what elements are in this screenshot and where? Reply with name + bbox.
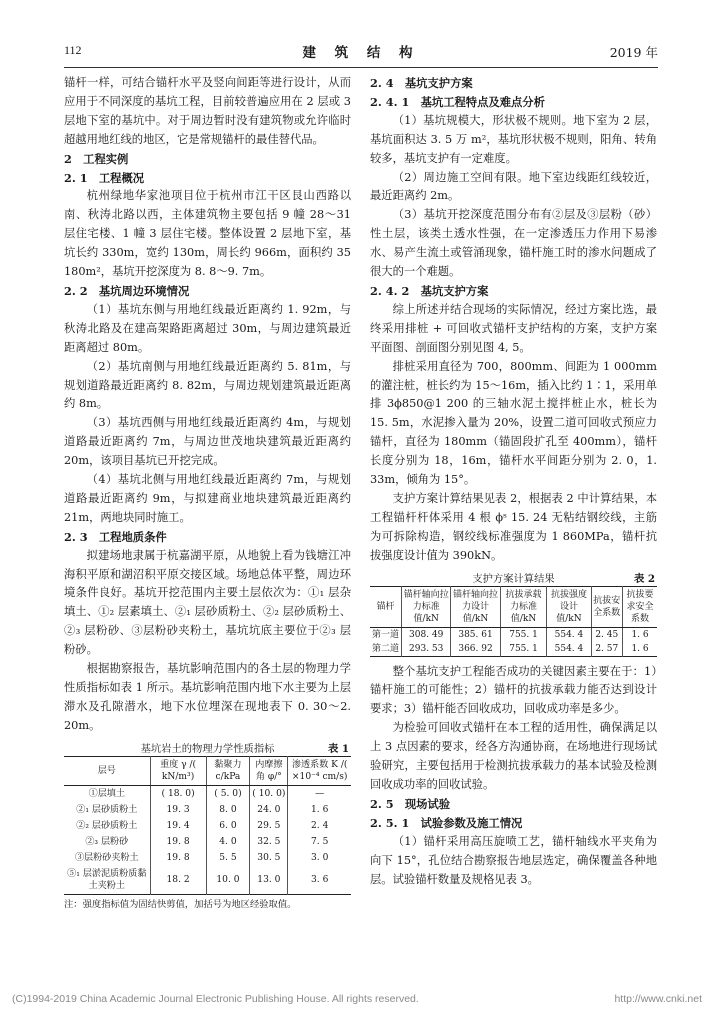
table1-caption [64, 740, 351, 756]
section-heading: 2. 3 工程地质条件 [64, 529, 167, 544]
paragraph: 根据勘察报告，基坑影响范围内的各土层的物理力学性质指标如表 1 所示。基坑影响范围内地下水主要为上层滞水及孔隙潜水，地下水位埋深在现地表下 0. 30～2. 20m。 [64, 662, 351, 732]
table-cell: 29. 5 [250, 818, 288, 834]
table-cell: ( 5. 0) [206, 785, 250, 802]
table1-title: 基坑岩土的物理力学性质指标 [140, 742, 275, 755]
paragraph: 整个基坑支护工程能否成功的关键因素主要在于：1）锚杆施工的可能性；2）锚杆的抗拔承载力能否达到设计要求；3）锚杆能否回收成功，回收成功率是多少。 [370, 664, 657, 716]
table-cell: 24. 0 [250, 802, 288, 818]
table-row [370, 627, 657, 642]
table-header: 锚杆轴向拉力标准值/kN [402, 586, 451, 627]
table-cell: 1. 6 [288, 802, 351, 818]
table-row [64, 802, 351, 818]
table-row [64, 818, 351, 834]
table-row [64, 834, 351, 850]
table1-note: 注：强度指标值为固结快剪值，加括号为地区经验取值。 [64, 898, 297, 910]
table-cell: 3. 6 [288, 866, 351, 895]
paragraph: （1）锚杆采用高压旋喷工艺，锚杆轴线水平夹角为向下 15°，孔位结合勘察报告地层选定，确保覆盖各种地层。试验锚杆数量及规格见表 3。 [370, 834, 657, 886]
intro-paragraph: 锚杆一样，可结合锚杆水平及竖向间距等进行设计，从而应用于不同深度的基坑工程，目前较普遍应用在 2 层或 3 层地下室的基坑中。对于周边暂时没有建筑物或允许临时超越用地红线的地区，它是常规锚杆的最佳替代品。 [64, 76, 351, 146]
table-cell: 7. 5 [288, 834, 351, 850]
table-cell: — [288, 785, 351, 802]
paragraph: （1）基坑规模大，形状极不规则。地下室为 2 层，基坑面积达 3. 5 万 m²，基坑形状极不规则，阳角、转角较多，基坑支护有一定难度。 [370, 113, 657, 165]
paragraph: （2）基坑南侧与用地红线最近距离约 5. 81m，与规划道路最近距离约 8. 82m，与周边规划建筑最近距离约 8m。 [64, 359, 351, 411]
table-header: 抗拔安全系数 [591, 586, 623, 627]
paragraph: 支护方案计算结果见表 2，根据表 2 中计算结果，本工程锚杆杆体采用 4 根 ϕˢ 15. 24 无粘结钢绞线，主筋为可拆除构造，钢绞线标准强度为 1 860MPa，锚杆抗拔强度设计值为 390kN。 [370, 491, 657, 562]
table-header: 黏聚力 c/kPa [206, 756, 250, 785]
table-header: 抗拔要求安全系数 [623, 586, 657, 627]
paragraph: （4）基坑北侧与用地红线最近距离约 7m，与规划道路最近距离约 9m，与拟建商业地块建筑最近距离约 21m，两地块同时施工。 [64, 473, 351, 524]
table-cell: 385. 61 [451, 627, 500, 642]
journal-title: 建 筑 结 构 [302, 45, 420, 61]
table-row [64, 866, 351, 895]
table-header: 层号 [64, 756, 150, 785]
table-cell: 30. 5 [250, 850, 288, 866]
table-cell: 2. 45 [591, 627, 623, 642]
table-header: 抗拔强度设计值/kN [547, 586, 591, 627]
section-heading: 2 工程实例 [64, 151, 129, 166]
table-cell: 366. 92 [451, 642, 500, 657]
copyright-footer [12, 993, 712, 1005]
section-heading: 2. 5 现场试验 [370, 796, 451, 811]
table-cell: 293. 53 [402, 642, 451, 657]
paragraph: （1）基坑东侧与用地红线最近距离约 1. 92m，与秋涛北路及在建高架路距离超过 30m，与周边建筑最近距离超过 80m。 [64, 302, 351, 354]
table2-title: 支护方案计算结果 [472, 572, 555, 585]
issue-year: 2019 年 [609, 45, 658, 60]
support-results-table [370, 586, 657, 657]
table-cell: ( 18. 0) [150, 785, 206, 802]
table-row [64, 785, 351, 802]
paragraph: （3）基坑开挖深度范围分布有②层及③层粉（砂）性土层，该类土透水性强，在一定渗透压力作用下易渗水、易产生流土或管涌现象，锚杆施工时的渗水问题成了很大的一个难题。 [370, 208, 657, 279]
table-cell: ②₂ 层砂质粉土 [76, 820, 138, 831]
section-heading: 2. 5. 1 试验参数及施工情况 [370, 815, 523, 830]
table-header: 渗透系数 K /( ×10⁻⁴ cm/s) [288, 756, 351, 785]
table-cell: 2. 4 [288, 818, 351, 834]
table-cell: 第一道 [372, 629, 400, 640]
table2-caption [370, 570, 657, 586]
paragraph: 杭州绿地华家池项目位于杭州市江干区艮山西路以南、秋涛北路以西，主体建筑物主要包括 9 幢 28～31 层住宅楼、1 幢 3 层住宅楼。整体设置 2 层地下室，基坑长约 330m，宽约 130m，周长约 966m，面积约 35 180m²，基坑开挖深度为 8. 8～9. 7m。 [64, 189, 351, 279]
paragraph: 综上所述并结合现场的实际情况，经过方案比选，最终采用排桩 + 可回收式锚杆支护结构的方案，支护方案平面图、剖面图分别见图 4, 5。 [370, 302, 657, 354]
cnki-link[interactable]: http://www.cnki.net [614, 993, 702, 1005]
table-cell: 1. 6 [623, 627, 657, 642]
table-row [64, 850, 351, 866]
table-header: 内摩擦角 φ/° [250, 756, 288, 785]
table-header: 锚杆轴向拉力设计值/kN [451, 586, 500, 627]
table-cell: 10. 0 [206, 866, 250, 895]
table-cell: 755. 1 [500, 642, 547, 657]
paragraph: 为检验可回收式锚杆在本工程的适用性，确保满足以上 3 点因素的要求，经各方沟通协商，在场地进行现场试验研究，主要包括用于检测抗拔承载力的基本试验及检测回收成功率的回收试验。 [370, 721, 657, 791]
table-cell: 2. 57 [591, 642, 623, 657]
table-cell: 19. 8 [150, 850, 206, 866]
table1-number: 表 1 [327, 742, 349, 755]
copyright-text: (C)1994-2019 China Academic Journal Electronic Publishing House. All rights reserved. [12, 993, 419, 1005]
table-cell: ②₃ 层粉砂 [85, 836, 129, 847]
paragraph: 排桩采用直径为 700，800mm、间距为 1 000mm 的灌注桩，桩长约为 15～16m，插入比约 1∶1，采用单排 3ϕ850@1 200 的三轴水泥土搅拌桩止水，桩长为 15. 5m，水泥掺入量为 20%，设置二道可回收式预应力锚杆，直径为 180mm（锚固段扩孔至 400mm），锚杆长度分别为 18，16m，锚杆水平间距分别为 2. 0，1. 33m，倾角为 15°。 [370, 359, 657, 487]
table-header: 重度 γ /( kN/m³) [150, 756, 206, 785]
right-column [370, 74, 657, 889]
table-cell: 19. 8 [150, 834, 206, 850]
table-cell: 3. 0 [288, 850, 351, 866]
table-cell: ③层粉砂夹粉土 [74, 852, 139, 863]
header-divider [64, 67, 658, 68]
table-cell: ⑤₁ 层淤泥质粉质黏土夹粉土 [67, 868, 147, 891]
section-heading: 2. 2 基坑周边环境情况 [64, 283, 190, 298]
table-cell: 13. 0 [250, 866, 288, 895]
page-header [64, 43, 658, 65]
table-cell: 18. 2 [150, 866, 206, 895]
section-heading: 2. 4. 1 基坑工程特点及难点分析 [370, 94, 545, 109]
table-cell: ②₁ 层砂质粉土 [76, 804, 138, 815]
table-row [370, 642, 657, 657]
section-heading: 2. 1 工程概况 [64, 170, 145, 185]
table-cell: 308. 49 [402, 627, 451, 642]
table-header: 锚杆 [370, 586, 402, 627]
table-cell: 755. 1 [500, 627, 547, 642]
table-cell: 554. 4 [547, 627, 591, 642]
table-cell: 第二道 [372, 643, 400, 654]
table-cell: ①层填土 [88, 788, 125, 799]
table-cell: 4. 0 [206, 834, 250, 850]
paragraph: （2）周边施工空间有限。地下室边线距红线较近，最近距离约 2m。 [370, 170, 657, 203]
table-cell: 554. 4 [547, 642, 591, 657]
table2-number: 表 2 [633, 572, 655, 585]
table-cell: ( 10. 0) [250, 785, 288, 802]
section-heading: 2. 4. 2 基坑支护方案 [370, 283, 489, 298]
paragraph: （3）基坑西侧与用地红线最近距离约 4m，与规划道路最近距离约 7m，与周边世茂地块建筑最近距离约 20m，该项目基坑已开挖完成。 [64, 416, 351, 468]
table-cell: 32. 5 [250, 834, 288, 850]
page-number: 112 [64, 43, 82, 57]
soil-properties-table [64, 756, 351, 895]
table-cell: 5. 5 [206, 850, 250, 866]
paragraph: 拟建场地隶属于杭嘉湖平原，从地貌上看为钱塘江冲海积平原和湖沼积平原交接区域。场地总体平整，周边环境条件良好。基坑开挖范围内主要土层依次为：①₁ 层杂填土、①₂ 层素填土、②₁ 层砂质粉土、②₂ 层砂质粉土、②₃ 层粉砂、③层粉砂夹粉土，基坑坑底主要位于②₃ 层粉砂。 [64, 548, 351, 657]
table-cell: 19. 3 [150, 802, 206, 818]
table-cell: 6. 0 [206, 818, 250, 834]
table-cell: 19. 4 [150, 818, 206, 834]
table-cell: 1. 6 [623, 642, 657, 657]
section-heading: 2. 4 基坑支护方案 [370, 76, 473, 90]
table-header: 抗拔承载力标准值/kN [500, 586, 547, 627]
table-cell: 8. 0 [206, 802, 250, 818]
left-column [64, 74, 351, 911]
